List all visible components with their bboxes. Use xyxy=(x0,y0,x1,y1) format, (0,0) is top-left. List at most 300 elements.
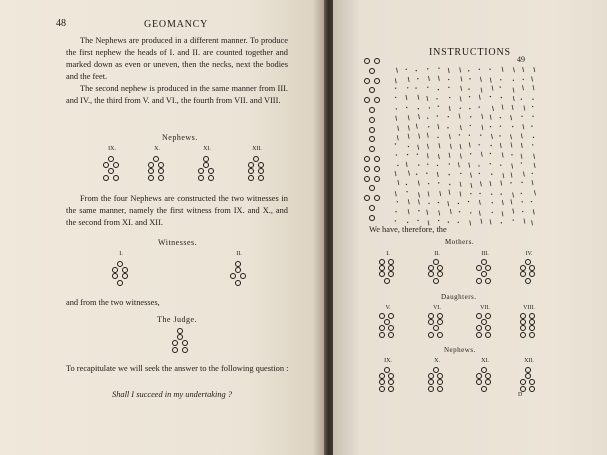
tally-stroke xyxy=(492,106,493,111)
column-dot xyxy=(374,78,380,84)
figure-dot xyxy=(108,168,114,174)
page-number-right: 49 xyxy=(517,55,525,64)
figure-dot xyxy=(203,156,209,162)
tally-dot xyxy=(500,117,501,118)
tally-dot xyxy=(511,154,512,155)
tally-dot xyxy=(470,193,471,194)
paragraph-1: The Nephews are produced in a different manner. To produce the first nephew the heads of I. and II. are counted together and marked down as even or uneven, then the necks, next the bodies and the feet. xyxy=(66,36,288,81)
figure-dot xyxy=(208,168,214,174)
tally-stroke xyxy=(533,209,534,214)
tally-dot xyxy=(531,125,532,126)
tally-dot xyxy=(396,108,397,109)
tally-dot xyxy=(500,164,501,165)
figure-dot xyxy=(198,168,204,174)
tally-stroke xyxy=(513,67,514,72)
figure-dot xyxy=(148,175,154,181)
tally-dot xyxy=(500,86,501,87)
figure-dot xyxy=(388,271,394,277)
figure-dot xyxy=(230,273,236,279)
column-dot xyxy=(369,107,375,113)
tally-dot xyxy=(436,98,437,99)
tally-stroke xyxy=(479,200,480,205)
figure-dot xyxy=(379,259,385,265)
column-dot xyxy=(374,176,380,182)
tally-stroke xyxy=(440,191,441,196)
tally-stroke xyxy=(418,95,419,100)
column-dot xyxy=(374,195,380,201)
tally-dot xyxy=(478,144,479,145)
figure-dot xyxy=(520,386,526,392)
daughters-heading: Daughters. xyxy=(441,293,477,301)
tally-dot xyxy=(491,194,492,195)
figure-dot xyxy=(529,379,535,385)
tally-dot xyxy=(416,70,417,71)
tally-dot xyxy=(449,97,450,98)
figure-label: X. xyxy=(154,146,160,152)
column-dot xyxy=(374,156,380,162)
tally-dot xyxy=(428,183,429,184)
figure-label: XI. xyxy=(203,146,211,152)
figure-dot xyxy=(476,373,482,379)
figure-label: IX. xyxy=(108,146,116,152)
tally-stroke xyxy=(418,145,419,150)
tally-stroke xyxy=(427,153,428,158)
running-head-right: INSTRUCTIONS xyxy=(429,47,511,58)
question-text: Shall I succeed in my undertaking ? xyxy=(112,390,233,399)
tally-stroke xyxy=(523,124,524,129)
tally-stroke xyxy=(459,114,460,119)
running-head-left: GEOMANCY xyxy=(144,19,209,30)
tally-stroke xyxy=(533,85,534,90)
tally-stroke xyxy=(396,68,397,73)
tally-dot xyxy=(395,143,396,144)
tally-stroke xyxy=(481,152,482,157)
tally-stroke xyxy=(513,88,514,93)
judge-heading: The Judge. xyxy=(157,315,198,324)
figure-dot xyxy=(428,373,434,379)
figure-dot xyxy=(112,273,118,279)
tally-stroke xyxy=(532,76,533,81)
tally-stroke xyxy=(502,211,503,216)
tally-stroke xyxy=(408,171,409,176)
figure-dot xyxy=(379,271,385,277)
tally-stroke xyxy=(396,116,397,121)
tally-dot xyxy=(490,145,491,146)
figure-dot xyxy=(182,340,188,346)
tally-dot xyxy=(500,125,501,126)
figure-dot xyxy=(108,156,114,162)
tally-stroke xyxy=(491,134,492,139)
tally-stroke xyxy=(534,190,535,195)
column-dot xyxy=(369,127,375,133)
figure-dot xyxy=(258,175,264,181)
figure-label: XII. xyxy=(524,358,534,364)
figure-dot xyxy=(433,325,439,331)
tally-dot xyxy=(470,125,471,126)
tally-stroke xyxy=(513,192,514,197)
tally-dot xyxy=(448,221,449,222)
tally-dot xyxy=(510,182,511,183)
tally-stroke xyxy=(406,95,407,100)
tally-dot xyxy=(492,212,493,213)
figure-dot xyxy=(520,313,526,319)
figure-dot xyxy=(182,347,188,353)
tally-stroke xyxy=(395,171,396,176)
column-dot xyxy=(364,166,370,172)
tally-dot xyxy=(407,222,408,223)
footer-mark: D xyxy=(518,392,523,398)
figure-dot xyxy=(428,332,434,338)
figure-dot xyxy=(248,168,254,174)
tally-dot xyxy=(479,193,480,194)
tally-dot xyxy=(469,135,470,136)
paragraph-5: To recapitulate we will seek the answer to the following question : xyxy=(66,364,289,373)
column-dot xyxy=(364,195,370,201)
tally-dot xyxy=(407,87,408,88)
figure-dot xyxy=(437,332,443,338)
tally-stroke xyxy=(461,76,462,81)
tally-stroke xyxy=(428,191,429,196)
tally-dot xyxy=(468,70,469,71)
tally-stroke xyxy=(502,67,503,72)
tally-stroke xyxy=(448,68,449,73)
tally-stroke xyxy=(502,105,503,110)
tally-stroke xyxy=(460,96,461,101)
figure-dot xyxy=(529,271,535,277)
figure-dot xyxy=(520,332,526,338)
tally-stroke xyxy=(438,124,439,129)
tally-stroke xyxy=(501,180,502,185)
tally-stroke xyxy=(523,67,524,72)
figure-dot xyxy=(379,386,385,392)
tally-dot xyxy=(407,154,408,155)
tally-dot xyxy=(395,220,396,221)
figure-dot xyxy=(388,332,394,338)
column-dot xyxy=(369,87,375,93)
tally-dot xyxy=(395,87,396,88)
tally-stroke xyxy=(481,219,482,224)
figure-dot xyxy=(113,162,119,168)
tally-dot xyxy=(501,222,502,223)
tally-dot xyxy=(448,174,449,175)
figure-dot xyxy=(529,313,535,319)
tally-stroke xyxy=(513,209,514,214)
tally-stroke xyxy=(406,162,407,167)
tally-dot xyxy=(406,69,407,70)
mothers-heading: Mothers. xyxy=(445,238,475,246)
figure-dot xyxy=(520,319,526,325)
column-dot xyxy=(364,176,370,182)
tally-stroke xyxy=(490,181,491,186)
figure-dot xyxy=(388,265,394,271)
tally-stroke xyxy=(511,115,512,120)
figure-dot xyxy=(158,175,164,181)
tally-dot xyxy=(523,79,524,80)
column-dot xyxy=(369,185,375,191)
tally-dot xyxy=(470,212,471,213)
tally-stroke xyxy=(419,134,420,139)
tally-dot xyxy=(448,116,449,117)
figure-dot xyxy=(198,175,204,181)
figure-dot xyxy=(177,328,183,334)
tally-marks xyxy=(389,62,539,230)
tally-dot xyxy=(459,134,460,135)
tally-dot xyxy=(469,78,470,79)
figure-dot xyxy=(485,313,491,319)
tally-stroke xyxy=(449,134,450,139)
tally-dot xyxy=(417,220,418,221)
tally-stroke xyxy=(512,105,513,110)
figure-label: VI. xyxy=(433,305,441,311)
tally-stroke xyxy=(438,76,439,81)
figure-dot xyxy=(379,379,385,385)
column-dot xyxy=(364,156,370,162)
tally-stroke xyxy=(490,219,491,224)
figure-dot xyxy=(172,347,178,353)
tally-dot xyxy=(513,80,514,81)
figure-dot xyxy=(525,373,531,379)
figure-dot xyxy=(258,168,264,174)
column-dot xyxy=(374,97,380,103)
tally-dot xyxy=(459,211,460,212)
tally-dot xyxy=(532,144,533,145)
tally-dot xyxy=(406,184,407,185)
tally-dot xyxy=(490,163,491,164)
tally-dot xyxy=(427,68,428,69)
figure-dot xyxy=(476,332,482,338)
tally-dot xyxy=(491,174,492,175)
tally-stroke xyxy=(523,172,524,177)
figure-dot xyxy=(148,162,154,168)
tally-dot xyxy=(460,108,461,109)
figure-dot xyxy=(485,278,491,284)
figure-dot xyxy=(384,278,390,284)
tally-dot xyxy=(501,97,502,98)
figure-dot xyxy=(525,367,531,373)
tally-stroke xyxy=(469,163,470,168)
tally-dot xyxy=(479,173,480,174)
tally-stroke xyxy=(490,115,491,120)
tally-stroke xyxy=(398,180,399,185)
tally-stroke xyxy=(480,77,481,82)
tally-dot xyxy=(437,165,438,166)
tally-dot xyxy=(428,126,429,127)
tally-dot xyxy=(395,97,396,98)
tally-dot xyxy=(490,153,491,154)
column-dot xyxy=(369,68,375,74)
tally-stroke xyxy=(479,95,480,100)
tally-stroke xyxy=(438,154,439,159)
figure-dot xyxy=(203,162,209,168)
tally-stroke xyxy=(481,88,482,93)
tally-stroke xyxy=(427,96,428,101)
tally-stroke xyxy=(408,115,409,120)
figure-dot xyxy=(428,379,434,385)
tally-stroke xyxy=(470,220,471,225)
column-dot xyxy=(369,215,375,221)
figure-label: I. xyxy=(386,251,390,257)
tally-stroke xyxy=(428,76,429,81)
tally-dot xyxy=(490,126,491,127)
tally-stroke xyxy=(460,191,461,196)
figure-dot xyxy=(476,379,482,385)
figure-dot xyxy=(379,373,385,379)
figure-dot xyxy=(529,325,535,331)
tally-dot xyxy=(532,115,533,116)
tally-stroke xyxy=(480,181,481,186)
tally-stroke xyxy=(427,144,428,149)
column-dot xyxy=(369,146,375,152)
figure-dot xyxy=(433,367,439,373)
tally-stroke xyxy=(532,220,533,225)
tally-dot xyxy=(521,162,522,163)
figure-dot xyxy=(112,267,118,273)
tally-dot xyxy=(397,165,398,166)
tally-dot xyxy=(521,201,522,202)
figure-dot xyxy=(485,332,491,338)
tally-dot xyxy=(417,78,418,79)
tally-stroke xyxy=(439,143,440,148)
figure-label: VII. xyxy=(480,305,490,311)
tally-dot xyxy=(408,146,409,147)
figure-dot xyxy=(248,162,254,168)
tally-stroke xyxy=(397,135,398,140)
tally-stroke xyxy=(482,114,483,119)
tally-stroke xyxy=(482,125,483,130)
figure-dot xyxy=(485,379,491,385)
column-dot xyxy=(369,117,375,123)
column-dot xyxy=(369,205,375,211)
tally-stroke xyxy=(469,142,470,147)
tally-dot xyxy=(437,137,438,138)
tally-stroke xyxy=(408,209,409,214)
figure-dot xyxy=(379,332,385,338)
tally-stroke xyxy=(511,173,512,178)
tally-dot xyxy=(418,108,419,109)
tally-dot xyxy=(490,96,491,97)
tally-stroke xyxy=(427,210,428,215)
figure-dot xyxy=(388,386,394,392)
figure-dot xyxy=(433,278,439,284)
we-have-text: We have, therefore, the xyxy=(369,225,447,234)
figure-label: IV. xyxy=(525,251,533,257)
tally-dot xyxy=(406,107,407,108)
figure-label: X. xyxy=(434,358,440,364)
tally-dot xyxy=(448,79,449,80)
tally-dot xyxy=(469,108,470,109)
tally-stroke xyxy=(521,154,522,159)
tally-stroke xyxy=(460,125,461,130)
tally-dot xyxy=(438,106,439,107)
tally-stroke xyxy=(490,78,491,83)
figure-label: VIII. xyxy=(523,305,535,311)
tally-dot xyxy=(470,116,471,117)
tally-dot xyxy=(521,182,522,183)
column-dot xyxy=(374,58,380,64)
tally-dot xyxy=(438,220,439,221)
nephews-heading-left: Nephews. xyxy=(162,133,198,142)
tally-dot xyxy=(427,117,428,118)
figure-dot xyxy=(258,162,264,168)
tally-stroke xyxy=(502,152,503,157)
tally-stroke xyxy=(418,181,419,186)
tally-dot xyxy=(438,68,439,69)
figure-dot xyxy=(481,319,487,325)
tally-dot xyxy=(479,69,480,70)
figure-dot xyxy=(153,156,159,162)
tally-dot xyxy=(532,106,533,107)
tally-stroke xyxy=(418,199,419,204)
figure-label: III. xyxy=(481,251,489,257)
tally-stroke xyxy=(524,219,525,224)
tally-dot xyxy=(415,87,416,88)
tally-dot xyxy=(427,163,428,164)
figure-dot xyxy=(235,280,241,286)
tally-dot xyxy=(533,137,534,138)
figure-dot xyxy=(103,162,109,168)
tally-stroke xyxy=(398,126,399,131)
figure-label: II. xyxy=(434,251,440,257)
tally-stroke xyxy=(416,124,417,129)
tally-stroke xyxy=(512,164,513,169)
figure-dot xyxy=(481,386,487,392)
figure-dot xyxy=(103,175,109,181)
tally-dot xyxy=(531,201,532,202)
tally-stroke xyxy=(521,133,522,138)
tally-stroke xyxy=(419,192,420,197)
right-page xyxy=(333,0,607,455)
tally-dot xyxy=(447,127,448,128)
figure-dot xyxy=(485,265,491,271)
tally-dot xyxy=(492,202,493,203)
figure-dot xyxy=(388,259,394,265)
tally-dot xyxy=(449,163,450,164)
column-dot xyxy=(364,78,370,84)
figure-dot xyxy=(437,379,443,385)
figure-dot xyxy=(481,259,487,265)
tally-stroke xyxy=(522,85,523,90)
tally-dot xyxy=(468,201,469,202)
tally-dot xyxy=(521,193,522,194)
figure-dot xyxy=(117,261,123,267)
figure-dot xyxy=(148,168,154,174)
figure-dot xyxy=(520,271,526,277)
figure-dot xyxy=(437,313,443,319)
tally-stroke xyxy=(408,125,409,130)
tally-stroke xyxy=(532,180,533,185)
figure-label: V. xyxy=(385,305,391,311)
tally-dot xyxy=(426,173,427,174)
tally-stroke xyxy=(502,200,503,205)
tally-stroke xyxy=(460,182,461,187)
figure-dot xyxy=(379,265,385,271)
figure-dot xyxy=(476,265,482,271)
tally-stroke xyxy=(492,86,493,91)
figure-dot xyxy=(529,332,535,338)
figure-dot xyxy=(485,325,491,331)
tally-stroke xyxy=(513,96,514,101)
column-dot xyxy=(364,97,370,103)
figure-dot xyxy=(437,386,443,392)
figure-dot xyxy=(240,273,246,279)
tally-dot xyxy=(458,222,459,223)
tally-stroke xyxy=(418,114,419,119)
tally-dot xyxy=(429,107,430,108)
figure-label: II. xyxy=(236,251,242,257)
tally-dot xyxy=(469,96,470,97)
tally-stroke xyxy=(503,173,504,178)
tally-dot xyxy=(522,211,523,212)
